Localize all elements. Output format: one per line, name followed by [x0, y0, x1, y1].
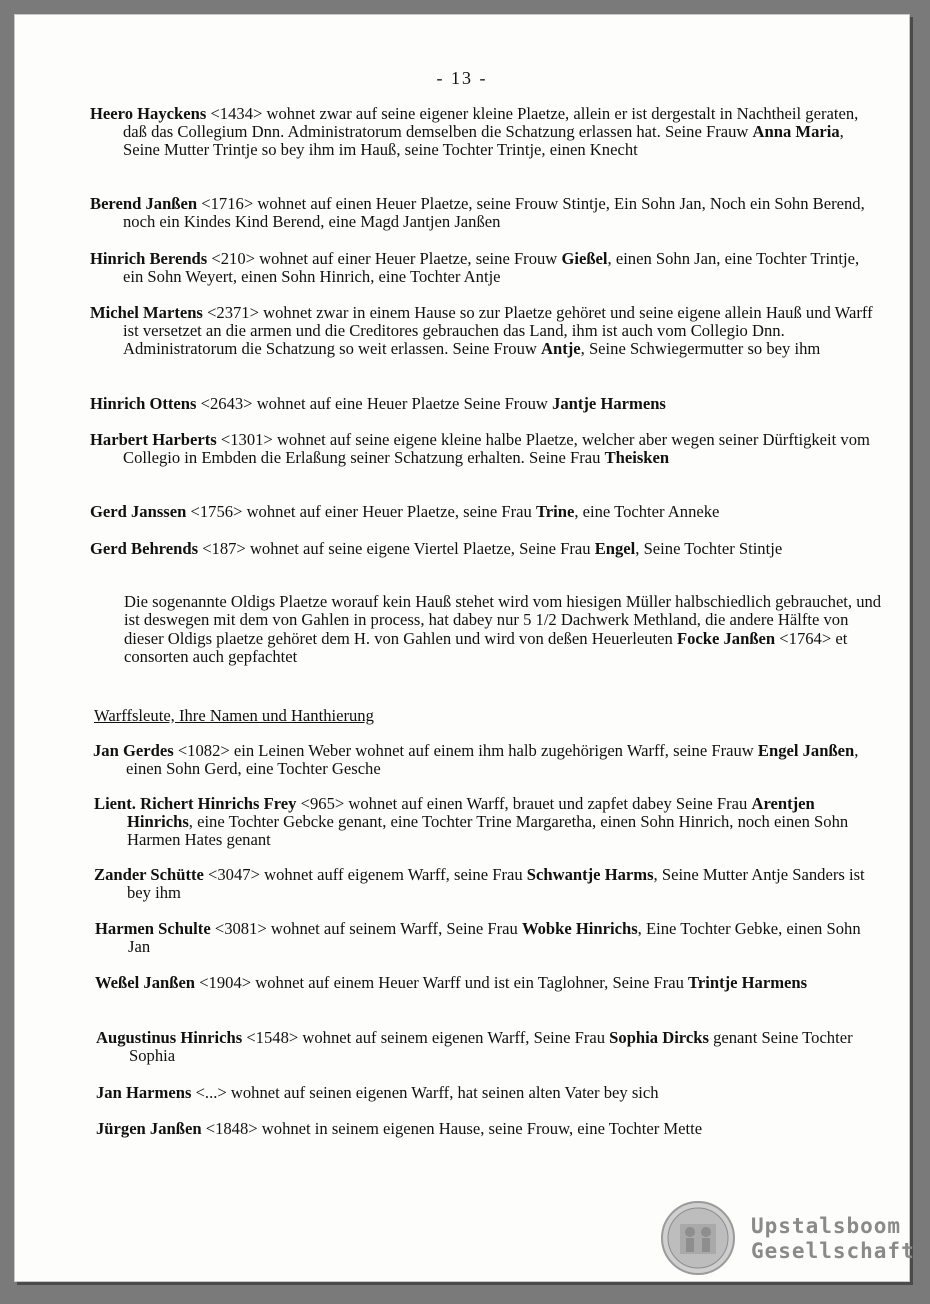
entry-gerd-janssen: Gerd Janssen <1756> wohnet auf einer Heuer Plaetze, seine Frau Trine, eine Tochter Anneke [90, 502, 720, 521]
society-seal-icon [660, 1200, 736, 1276]
oldigs-plaetze-paragraph: Die sogenannte Oldigs Plaetze worauf kein Hauß stehet wird vom hiesigen Müller halbschiedlich gebrauchet, und ist deswegen mit dem von Gahlen in process, hat dabey nur 5 1/2 Dachwerk Methland, die andere Hälfte von dieser Oldigs plaetze gehöret dem H. von Gahlen und wird von deßen Heuerleuten Focke Janßen <1764> et consorten auch gepfachtet [124, 592, 882, 666]
entry-richert-hinrichs-frey: Lient. Richert Hinrichs Frey <965> wohnet auf einen Warff, brauet und zapfet dabey Seine Frau Arentjen Hinrichs, eine Tochter Gebcke genant, eine Tochter Trine Margaretha, einen Sohn Hinrich, noch einen Sohn Harmen Hates genant [94, 794, 849, 849]
entry-zander-schuette: Zander Schütte <3047> wohnet auff eigenem Warff, seine Frau Schwantje Harms, Seine Mutter Antje Sanders ist bey ihm [94, 865, 865, 902]
entry-michel-martens: Michel Martens <2371> wohnet zwar in einem Hause so zur Plaetze gehöret und seine eigene allein Hauß und Warff ist versetzet an die armen und die Creditores gebrauchen das Land, ihm ist auch vom Collegio Dnn. Administratorum die Schatzung so weit erlassen. Seine Frouw Antje, Seine Schwiegermutter so bey ihm [90, 303, 873, 358]
logo-line-2: Gesellschaft [751, 1239, 915, 1263]
logo-line-1: Upstalsboom [751, 1214, 902, 1238]
entry-jan-gerdes: Jan Gerdes <1082> ein Leinen Weber wohnet auf einem ihm halb zugehörigen Warff, seine Frauw Engel Janßen, einen Sohn Gerd, eine Tochter Gesche [93, 741, 859, 778]
section-heading-warffsleute: Warffsleute, Ihre Namen und Hanthierung [94, 706, 374, 725]
entry-hinrich-berends: Hinrich Berends <210> wohnet auf einer Heuer Plaetze, seine Frouw Gießel, einen Sohn Jan, eine Tochter Trintje, ein Sohn Weyert, einen Sohn Hinrich, eine Tochter Antje [90, 249, 860, 286]
entry-wessel-janssen: Weßel Janßen <1904> wohnet auf einem Heuer Warff und ist ein Taglohner, Seine Frau Trintje Harmens [95, 973, 808, 992]
entry-augustinus-hinrichs: Augustinus Hinrichs <1548> wohnet auf seinem eigenen Warff, Seine Frau Sophia Dircks genant Seine Tochter Sophia [96, 1028, 853, 1065]
society-logo-text [751, 1214, 915, 1264]
entry-gerd-behrends: Gerd Behrends <187> wohnet auf seine eigene Viertel Plaetze, Seine Frau Engel, Seine Tochter Stintje [90, 539, 783, 558]
entry-jan-harmens: Jan Harmens <...> wohnet auf seinen eigenen Warff, hat seinen alten Vater bey sich [96, 1083, 659, 1102]
entry-hinrich-ottens: Hinrich Ottens <2643> wohnet auf eine Heuer Plaetze Seine Frouw Jantje Harmens [90, 394, 666, 413]
entry-harbert-harberts: Harbert Harberts <1301> wohnet auf seine eigene kleine halbe Plaetze, welcher aber wegen seiner Dürftigkeit vom Collegio in Embden die Erlaßung seiner Schatzung erhalten. Seine Frau Theisken [90, 430, 870, 467]
page-number: - 13 - [436, 68, 488, 88]
entry-heero-hayckens: Heero Hayckens <1434> wohnet zwar auf seine eigener kleine Plaetze, allein er ist dergestalt in Nachtheil geraten, daß das Collegium Dnn. Administratorum demselben die Schatzung erlassen hat. Seine Frauw Anna Maria, Seine Mutter Trintje so bey ihm im Hauß, seine Tochter Trintje, einen Knecht [90, 104, 859, 159]
document-page [14, 14, 915, 1282]
entry-juergen-janssen: Jürgen Janßen <1848> wohnet in seinem eigenen Hause, seine Frouw, eine Tochter Mette [96, 1119, 703, 1138]
entry-harmen-schulte: Harmen Schulte <3081> wohnet auf seinem Warff, Seine Frau Wobke Hinrichs, Eine Tochter Gebke, einen Sohn Jan [95, 919, 861, 956]
entry-berend-janssen: Berend Janßen <1716> wohnet auf einen Heuer Plaetze, seine Frouw Stintje, Ein Sohn Jan, Noch ein Sohn Berend, noch ein Kindes Kind Berend, eine Magd Jantjen Janßen [90, 194, 865, 231]
